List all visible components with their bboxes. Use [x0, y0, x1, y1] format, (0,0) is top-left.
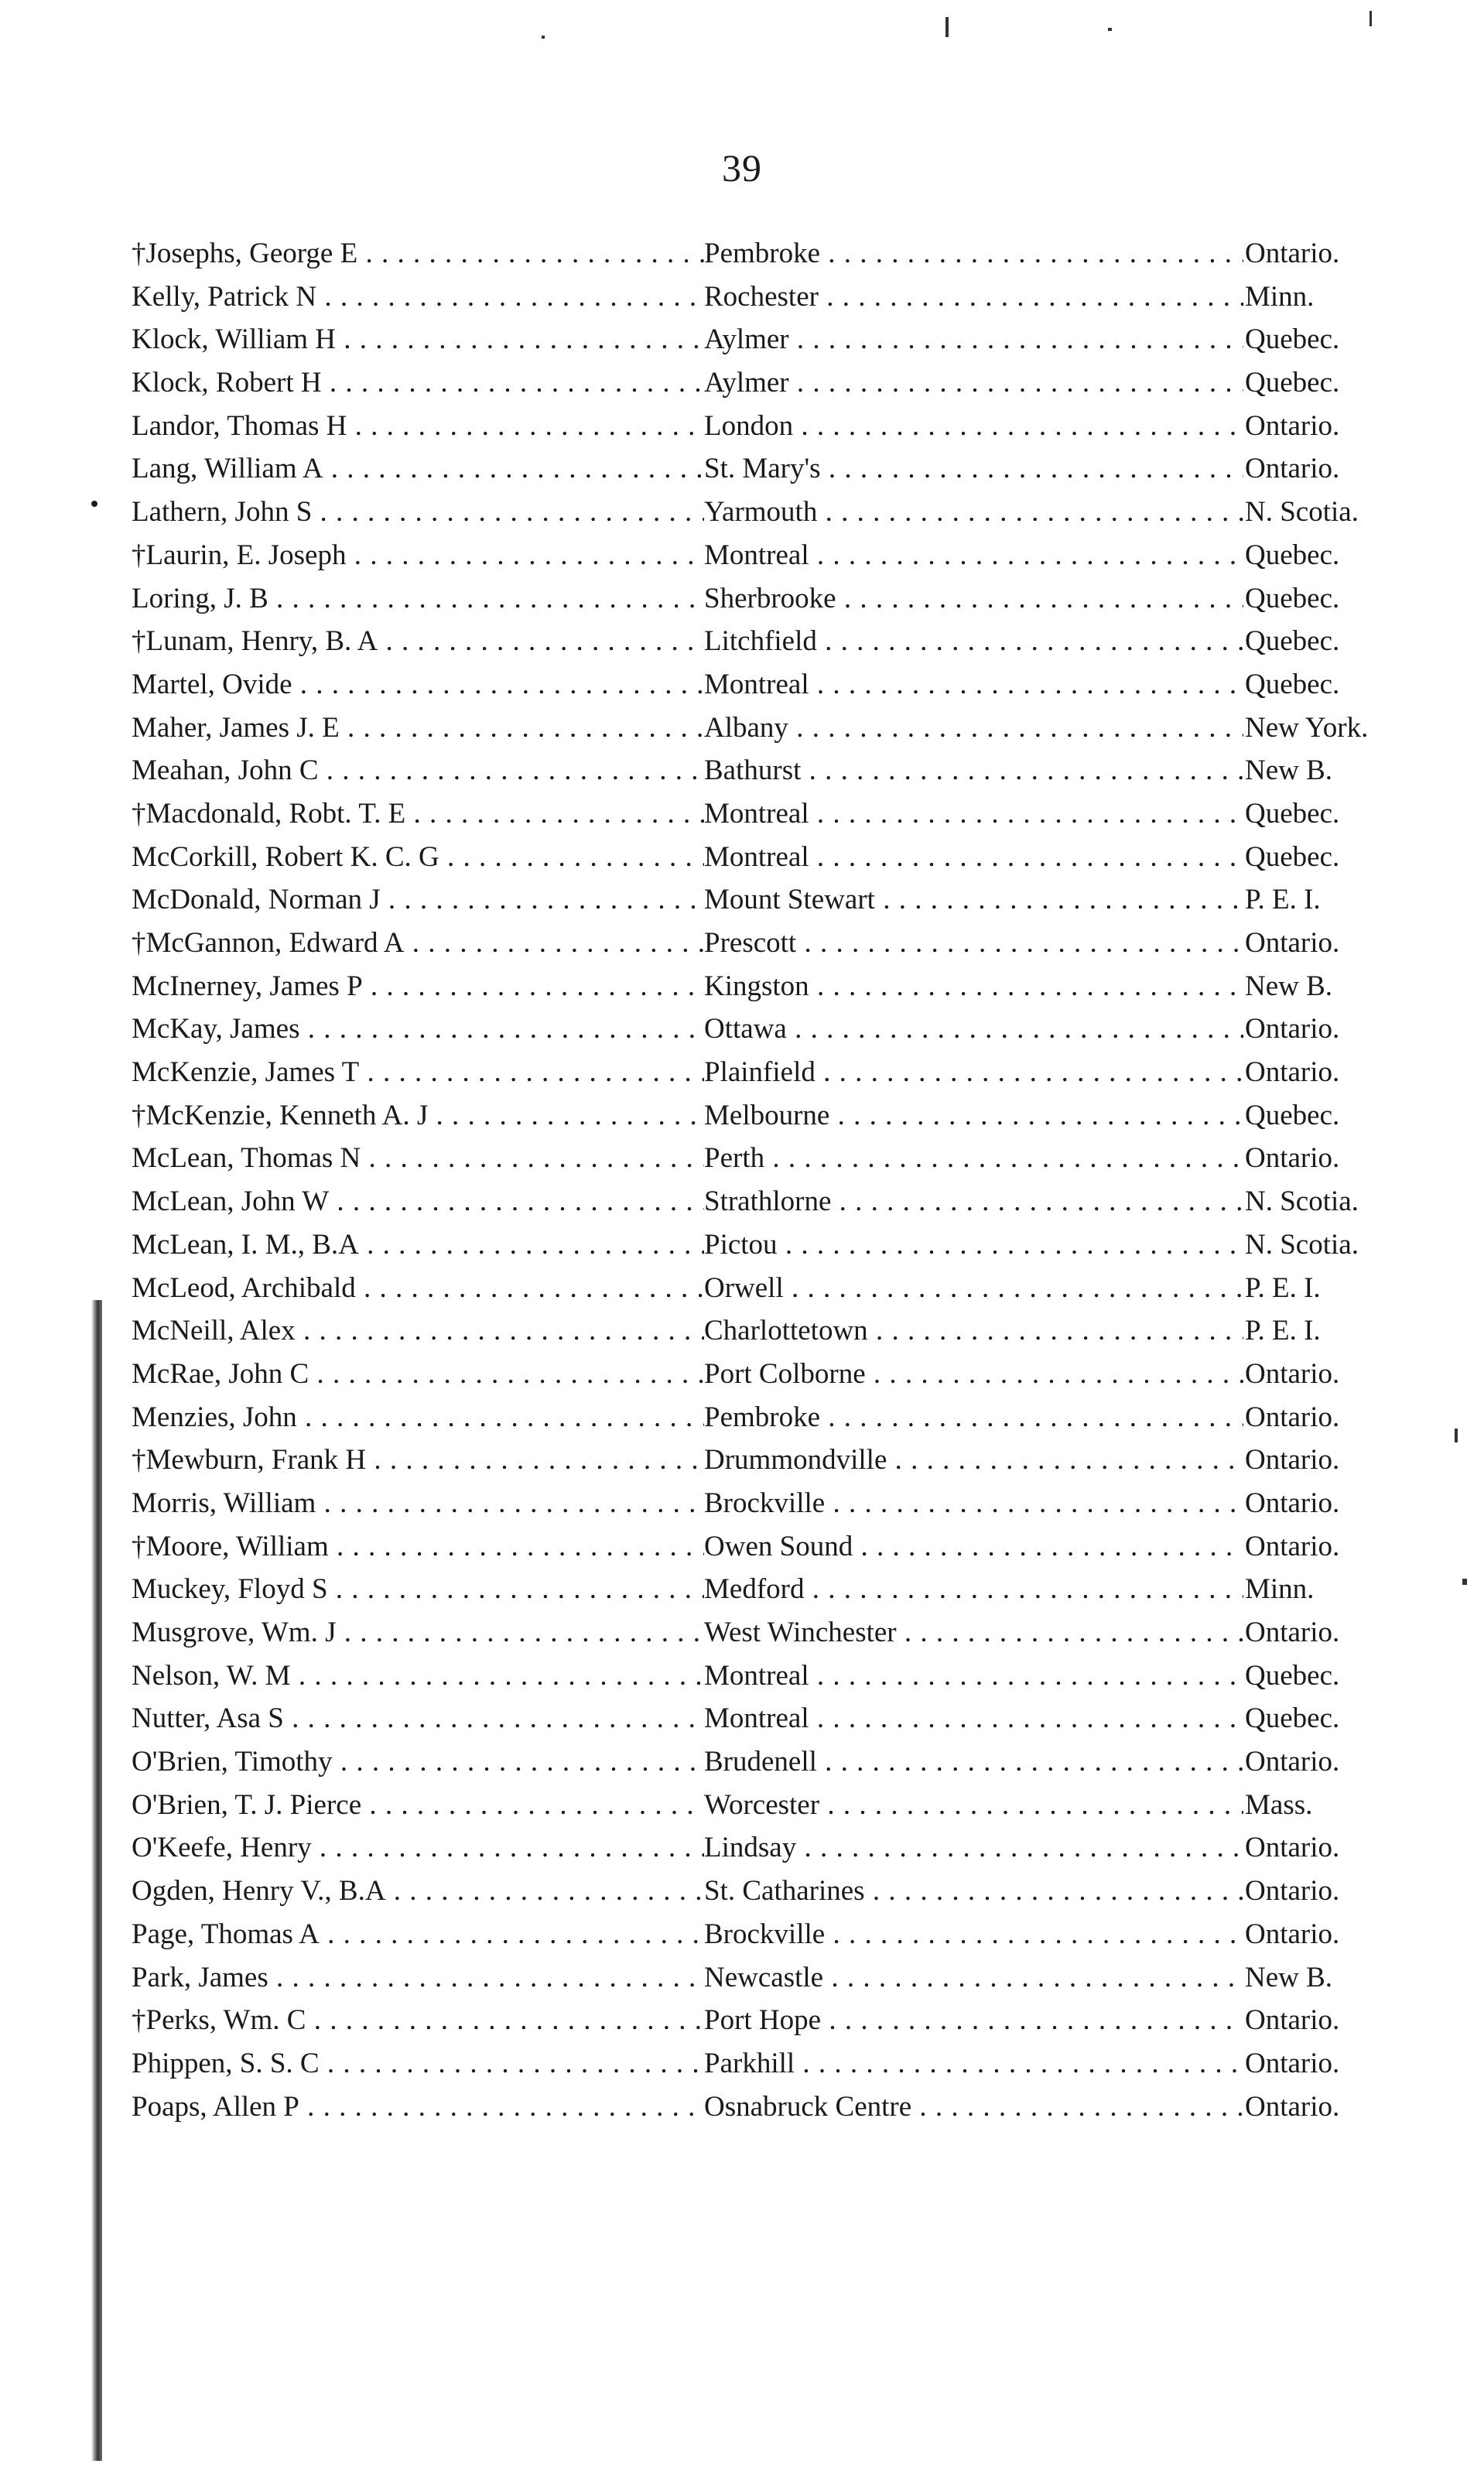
entry-name: Menzies, John [132, 1401, 297, 1433]
entry-place: Strathlorne [704, 1186, 832, 1218]
entry-place: Bathurst [704, 755, 802, 787]
entry-province: N. Scotia. [1243, 491, 1359, 534]
list-item [132, 275, 1315, 319]
entry-name: Lang, William A [132, 453, 323, 485]
entry-place: Brudenell [704, 1746, 817, 1778]
list-item [132, 1094, 1340, 1138]
list-item [132, 1525, 1340, 1569]
entry-name: †Josephs, George E [132, 238, 358, 269]
list-item [132, 707, 1369, 750]
entry-place: Brockville [704, 1487, 826, 1519]
list-item [132, 1008, 1340, 1051]
entry-place: Yarmouth [704, 496, 818, 529]
entry-name: O'Keefe, Henry [132, 1832, 312, 1864]
entry-province: Ontario. [1243, 1482, 1339, 1525]
entry-province: Ontario. [1243, 1826, 1339, 1870]
entry-place: Albany [704, 711, 788, 744]
list-item [132, 836, 1340, 879]
entry-place: Montreal [704, 797, 809, 830]
entry-province: Quebec. [1243, 577, 1339, 621]
list-item [132, 1740, 1340, 1784]
list-item [132, 1568, 1315, 1611]
entry-place: Pembroke [704, 1401, 821, 1433]
entry-province: Ontario. [1243, 1439, 1339, 1482]
entry-name: McRae, John C [132, 1357, 309, 1390]
entry-name: McLeod, Archibald [132, 1271, 356, 1304]
entry-name: Nelson, W. M [132, 1659, 291, 1692]
entry-place: Osnabruck Centre [704, 2090, 912, 2123]
list-item [132, 1223, 1359, 1267]
entry-place: Litchfield [704, 625, 817, 658]
entry-name: McKenzie, James T [132, 1056, 360, 1089]
entry-name: Landor, Thomas H [132, 409, 347, 442]
entry-province: New B. [1243, 749, 1332, 792]
scan-speck [1108, 28, 1112, 31]
list-item [132, 1267, 1321, 1310]
entry-place: London [704, 409, 794, 442]
entry-place: Orwell [704, 1271, 784, 1304]
entry-province: Ontario. [1243, 1740, 1339, 1784]
entry-name: Musgrove, Wm. J [132, 1617, 337, 1648]
entry-place: Sherbrooke [704, 582, 836, 614]
list-item [132, 577, 1340, 621]
list-item [132, 792, 1340, 836]
entry-place: West Winchester [704, 1617, 897, 1648]
entry-name: Meahan, John C [132, 755, 319, 787]
list-item [132, 1956, 1333, 2000]
entry-place: Perth [704, 1142, 765, 1175]
list-item [132, 1784, 1313, 1827]
list-item [132, 1870, 1340, 1913]
list-item [132, 1180, 1359, 1223]
entry-province: Quebec. [1243, 620, 1339, 663]
entry-place: Montreal [704, 539, 809, 571]
entry-name: †McKenzie, Kenneth A. J [132, 1099, 429, 1131]
entry-place: Owen Sound [704, 1530, 853, 1562]
entry-name: McLean, John W [132, 1186, 330, 1218]
entry-name: †Perks, Wm. C [132, 2004, 306, 2037]
entry-name: †Laurin, E. Joseph [132, 539, 347, 571]
list-item [132, 1826, 1340, 1870]
entry-name: †Moore, William [132, 1530, 329, 1562]
entry-province: Minn. [1243, 275, 1314, 319]
entry-province: P. E. I. [1243, 878, 1321, 922]
entry-province: Quebec. [1243, 1697, 1339, 1740]
entry-place: Newcastle [704, 1961, 824, 1993]
list-item [132, 878, 1321, 922]
entry-name: O'Brien, T. J. Pierce [132, 1788, 362, 1821]
entry-province: Ontario. [1243, 1396, 1339, 1439]
entry-name: Phippen, S. S. C [132, 2047, 320, 2079]
entry-place: Parkhill [704, 2047, 795, 2079]
entry-province: N. Scotia. [1243, 1180, 1359, 1223]
scan-speck [945, 17, 949, 37]
entry-place: Montreal [704, 1659, 809, 1692]
entry-place: Charlottetown [704, 1315, 868, 1347]
list-item [132, 663, 1340, 707]
entry-name: †McGannon, Edward A [132, 927, 405, 959]
entry-place: Port Colborne [704, 1357, 866, 1390]
entry-place: Prescott [704, 927, 797, 959]
entry-name: †Macdonald, Robt. T. E [132, 797, 406, 830]
entry-place: Aylmer [704, 323, 789, 356]
list-item [132, 232, 1340, 275]
entry-name: McLean, I. M., B.A [132, 1228, 359, 1261]
entry-province: Minn. [1243, 1568, 1314, 1611]
entry-place: Drummondville [704, 1444, 887, 1477]
entry-name: Loring, J. B [132, 582, 268, 614]
entry-province: P. E. I. [1243, 1309, 1321, 1353]
list-item [132, 1697, 1340, 1740]
binding-shadow [91, 1300, 102, 2461]
entry-name: Poaps, Allen P [132, 2090, 299, 2123]
entry-place: Ottawa [704, 1013, 787, 1045]
page-number: 39 [722, 146, 762, 190]
entry-place: St. Catharines [704, 1875, 865, 1908]
entry-name: Martel, Ovide [132, 668, 292, 700]
entry-place: Worcester [704, 1788, 820, 1821]
list-item [132, 1353, 1340, 1396]
list-item [132, 447, 1340, 491]
entry-name: Kelly, Patrick N [132, 280, 317, 313]
scan-speck [1455, 1429, 1458, 1442]
entry-name: McDonald, Norman J [132, 884, 381, 916]
entry-place: Brockville [704, 1918, 826, 1950]
entry-name: McLean, Thomas N [132, 1142, 361, 1175]
entry-name: McInerney, James P [132, 970, 363, 1002]
entry-province: New B. [1243, 1956, 1332, 2000]
entry-place: Rochester [704, 280, 819, 313]
list-item [132, 1309, 1321, 1353]
entry-province: Ontario. [1243, 1999, 1339, 2042]
entry-name: Park, James [132, 1961, 268, 1993]
entry-province: Ontario. [1243, 232, 1339, 275]
entry-place: Melbourne [704, 1099, 830, 1131]
entry-name: McCorkill, Robert K. C. G [132, 840, 439, 873]
entry-province: Ontario. [1243, 2042, 1339, 2086]
scan-speck [1462, 1579, 1467, 1585]
list-item [132, 1439, 1340, 1482]
entry-province: Ontario. [1243, 1611, 1339, 1654]
list-item [132, 965, 1333, 1008]
entry-province: Ontario. [1243, 1525, 1339, 1569]
entry-name: McKay, James [132, 1013, 300, 1045]
list-item [132, 1051, 1340, 1094]
list-item [132, 361, 1340, 405]
entry-place: Pictou [704, 1228, 778, 1261]
entry-name: †Mewburn, Frank H [132, 1444, 367, 1477]
entry-name: McNeill, Alex [132, 1315, 296, 1347]
entry-name: O'Brien, Timothy [132, 1746, 333, 1778]
entry-province: Quebec. [1243, 663, 1339, 707]
entry-name: Nutter, Asa S [132, 1702, 284, 1735]
entry-place: Pembroke [704, 238, 821, 269]
entry-province: New B. [1243, 965, 1332, 1008]
margin-bullet-mark [91, 501, 97, 507]
entry-place: Port Hope [704, 2004, 822, 2037]
entry-province: Ontario. [1243, 922, 1339, 965]
entry-province: Ontario. [1243, 1137, 1339, 1180]
entry-province: Ontario. [1243, 1008, 1339, 1051]
entry-name: Morris, William [132, 1487, 316, 1519]
scan-speck [1369, 11, 1372, 26]
entry-province: Quebec. [1243, 1654, 1339, 1698]
entry-province: P. E. I. [1243, 1267, 1321, 1310]
entry-province: Quebec. [1243, 1094, 1339, 1138]
list-item [132, 1913, 1340, 1956]
entry-province: Quebec. [1243, 534, 1339, 577]
list-item [132, 2042, 1340, 2086]
entry-place: Kingston [704, 970, 809, 1002]
entry-province: Ontario. [1243, 1051, 1339, 1094]
entry-place: Medford [704, 1573, 805, 1606]
entry-province: Ontario. [1243, 2086, 1339, 2129]
entry-name: Lathern, John S [132, 496, 313, 529]
list-item [132, 922, 1340, 965]
list-item [132, 491, 1359, 534]
list-item [132, 1999, 1340, 2042]
entry-place: Plainfield [704, 1056, 816, 1089]
entry-province: Quebec. [1243, 836, 1339, 879]
list-item [132, 749, 1333, 792]
scan-speck [542, 36, 545, 39]
entry-province: Ontario. [1243, 1913, 1339, 1956]
entry-province: Mass. [1243, 1784, 1312, 1827]
entry-name: Muckey, Floyd S [132, 1573, 328, 1606]
entry-province: Ontario. [1243, 1870, 1339, 1913]
entry-province: Quebec. [1243, 792, 1339, 836]
list-item [132, 1396, 1340, 1439]
entry-province: Ontario. [1243, 447, 1339, 491]
entry-place: Montreal [704, 1702, 809, 1735]
list-item [132, 2086, 1340, 2129]
entry-province: Ontario. [1243, 1353, 1339, 1396]
entry-place: St. Mary's [704, 453, 821, 485]
list-item [132, 534, 1340, 577]
entry-name: Klock, Robert H [132, 367, 322, 399]
entry-province: Quebec. [1243, 318, 1339, 361]
entry-place: Mount Stewart [704, 884, 875, 916]
entry-name: Ogden, Henry V., B.A [132, 1875, 386, 1908]
entry-name: †Lunam, Henry, B. A [132, 625, 378, 658]
directory-list [132, 232, 1369, 2128]
list-item [132, 1137, 1340, 1180]
entry-province: New York. [1243, 707, 1368, 750]
entry-province: Quebec. [1243, 361, 1339, 405]
entry-province: N. Scotia. [1243, 1223, 1359, 1267]
list-item [132, 1611, 1340, 1654]
entry-place: Montreal [704, 840, 809, 873]
list-item [132, 1482, 1340, 1525]
list-item [132, 405, 1340, 448]
entry-place: Montreal [704, 668, 809, 700]
list-item [132, 318, 1340, 361]
entry-name: Klock, William H [132, 323, 336, 356]
entry-name: Page, Thomas A [132, 1918, 320, 1950]
entry-province: Ontario. [1243, 405, 1339, 448]
list-item [132, 620, 1340, 663]
entry-name: Maher, James J. E [132, 711, 340, 744]
list-item [132, 1654, 1340, 1698]
entry-place: Aylmer [704, 367, 789, 399]
entry-place: Lindsay [704, 1832, 797, 1864]
